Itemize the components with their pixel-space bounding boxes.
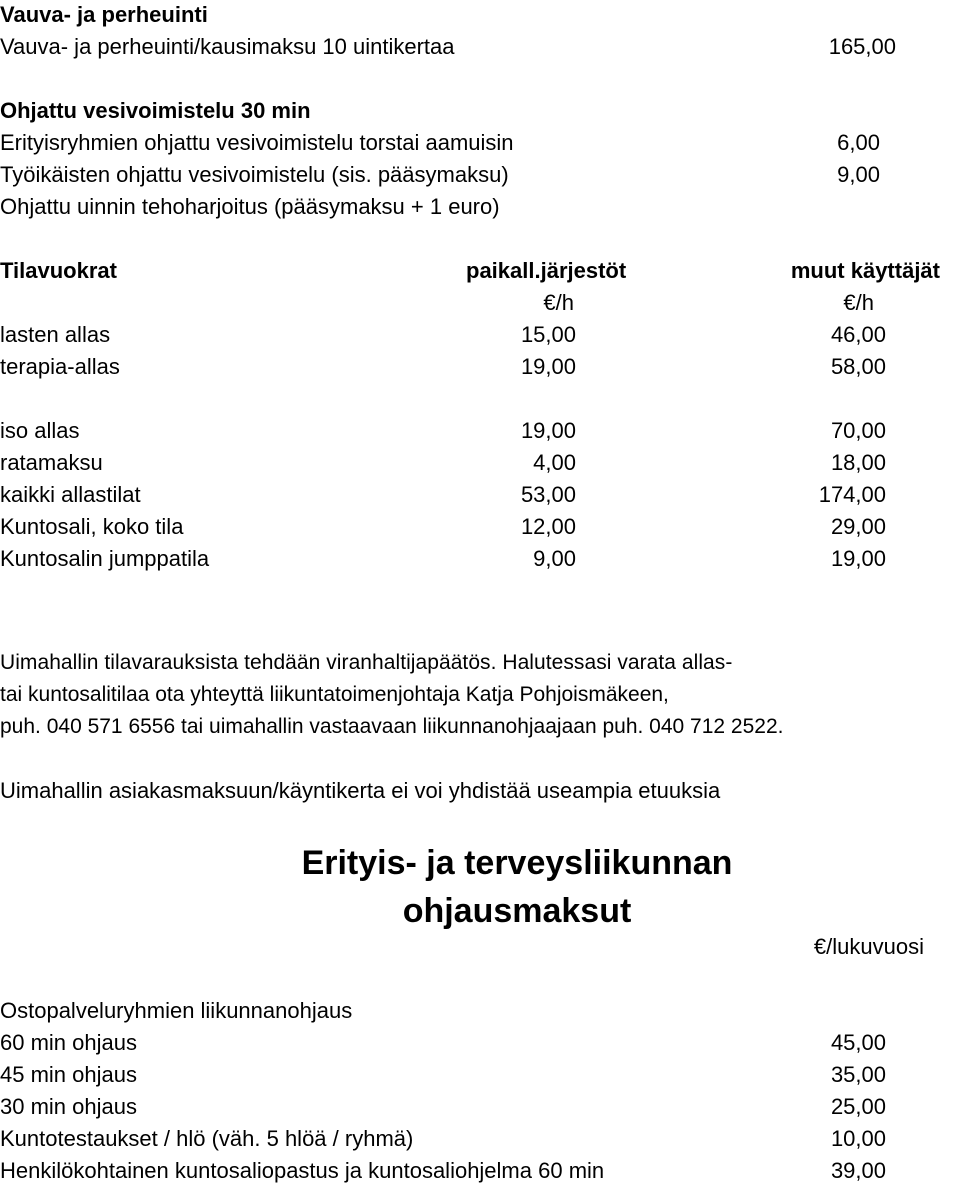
special-row-label: Kuntotestaukset / hlö (väh. 5 hlöä / ryhmä)	[0, 1126, 414, 1151]
rentals-row-col2: 19,00	[830, 546, 886, 571]
rentals-row-label: lasten allas	[0, 322, 111, 347]
rentals-row-col1: 19,00	[520, 418, 576, 443]
reservation-notice-line: tai kuntosalitilaa ota yhteyttä liikuntatoimenjohtaja Katja Pohjoismäkeen,	[0, 683, 669, 706]
guided-aqua-row-label: Työikäisten ohjattu vesivoimistelu (sis. pääsymaksu)	[0, 162, 509, 187]
special-row-value: 39,00	[830, 1158, 886, 1183]
guided-aqua-row-value: 6,00	[837, 130, 880, 155]
special-row-value: 35,00	[830, 1062, 886, 1087]
rentals-col1-unit: €/h	[543, 290, 574, 315]
special-unit: €/lukuvuosi	[813, 934, 924, 959]
rentals-row-label: ratamaksu	[0, 450, 103, 475]
rentals-row-col1: 15,00	[520, 322, 576, 347]
rentals-row-col1: 9,00	[533, 546, 576, 571]
rentals-row-col2: 29,00	[830, 514, 886, 539]
guided-aqua-row-value: 9,00	[837, 162, 880, 187]
rentals-col2-header: muut käyttäjät	[790, 258, 940, 283]
guided-aqua-row-label: Ohjattu uinnin tehoharjoitus (pääsymaksu + 1 euro)	[0, 194, 500, 219]
reservation-notice-line: puh. 040 571 6556 tai uimahallin vastaavaan liikunnanohjaajaan puh. 040 712 2522.	[0, 715, 784, 738]
special-row-label: Henkilökohtainen kuntosaliopastus ja kuntosaliohjelma 60 min	[0, 1158, 605, 1183]
rentals-row-label: kaikki allastilat	[0, 482, 141, 507]
guided-aqua-row-label: Erityisryhmien ohjattu vesivoimistelu torstai aamuisin	[0, 130, 514, 155]
rentals-row-col1: 53,00	[520, 482, 576, 507]
rentals-title: Tilavuokrat	[0, 258, 117, 283]
rentals-row-label: Kuntosalin jumppatila	[0, 546, 210, 571]
special-row-label: 45 min ohjaus	[0, 1062, 137, 1087]
rentals-row-col2: 46,00	[830, 322, 886, 347]
rentals-row-label: iso allas	[0, 418, 80, 443]
rentals-row-col1: 12,00	[520, 514, 576, 539]
special-title-line2: ohjausmaksut	[402, 892, 632, 930]
rentals-col2-unit: €/h	[843, 290, 874, 315]
rentals-row-col1: 19,00	[520, 354, 576, 379]
rentals-row-col2: 174,00	[818, 482, 886, 507]
rentals-row-label: terapia-allas	[0, 354, 120, 379]
rentals-row-label: Kuntosali, koko tila	[0, 514, 184, 539]
special-row-value: 10,00	[830, 1126, 886, 1151]
special-row-label: Ostopalveluryhmien liikunnanohjaus	[0, 998, 353, 1023]
special-row-value: 25,00	[830, 1094, 886, 1119]
special-row-label: 30 min ohjaus	[0, 1094, 137, 1119]
baby-swim-row-value: 165,00	[828, 34, 896, 59]
special-row-label: 60 min ohjaus	[0, 1030, 137, 1055]
rentals-row-col2: 58,00	[830, 354, 886, 379]
special-row-value: 45,00	[830, 1030, 886, 1055]
rentals-row-col2: 18,00	[830, 450, 886, 475]
rentals-row-col2: 70,00	[830, 418, 886, 443]
baby-swim-row-label: Vauva- ja perheuinti/kausimaksu 10 uintikertaa	[0, 34, 455, 59]
special-title-line1: Erityis- ja terveysliikunnan	[301, 844, 733, 882]
rentals-col1-header: paikall.järjestöt	[466, 258, 627, 283]
benefit-notice: Uimahallin asiakasmaksuun/käyntikerta ei voi yhdistää useampia etuuksia	[0, 778, 721, 803]
baby-swim-title: Vauva- ja perheuinti	[0, 2, 208, 27]
rentals-row-col1: 4,00	[533, 450, 576, 475]
reservation-notice-line: Uimahallin tilavarauksista tehdään viranhaltijapäätös. Halutessasi varata allas-	[0, 651, 733, 674]
guided-aqua-title: Ohjattu vesivoimistelu 30 min	[0, 98, 311, 123]
